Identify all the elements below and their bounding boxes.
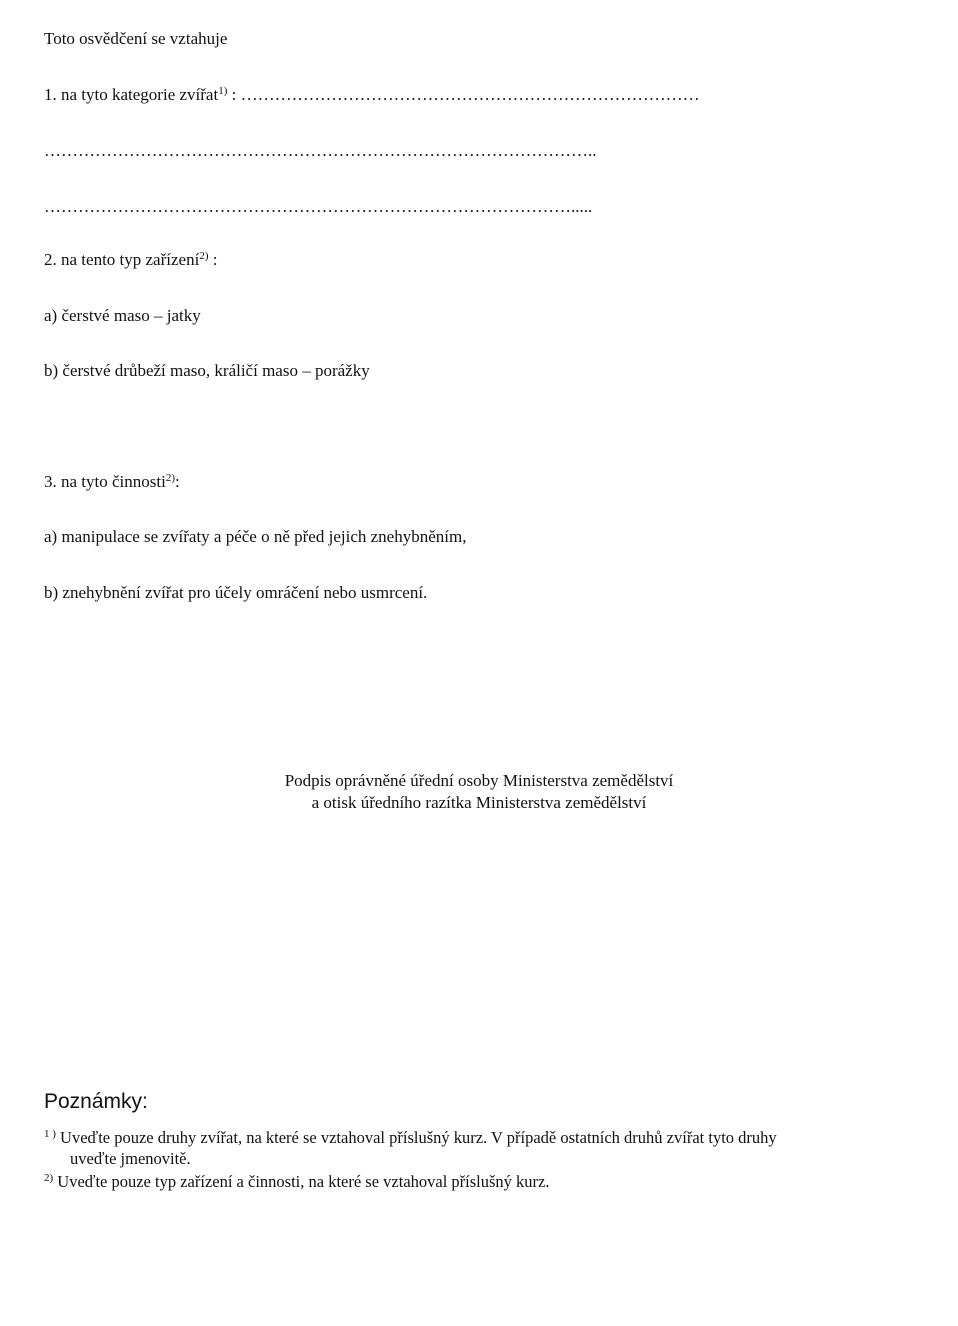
item3-line (44, 472, 180, 492)
item3-option-b: b) znehybnění zvířat pro účely omráčení nebo usmrcení. (44, 583, 428, 602)
item1-label: 1. na tyto kategorie zvířat (44, 85, 219, 104)
item2-option-a: a) čerstvé maso – jatky (44, 306, 201, 325)
item1-footnote-ref: 1) (218, 85, 228, 97)
item2-colon: : (208, 250, 218, 269)
item3-footnote-ref: 2) (165, 472, 175, 484)
item1-colon: : (227, 85, 241, 104)
item3-label: 3. na tyto činnosti (44, 472, 166, 491)
item3-option-a: a) manipulace se zvířaty a péče o ně před jejich znehybněním, (44, 527, 467, 546)
item2-label: 2. na tento typ zařízení (44, 250, 200, 269)
item1-dotted-fill-1: ……………………………………………………………………… (240, 85, 700, 104)
note-2-marker: 2) (44, 1172, 54, 1184)
item3-colon: : (175, 472, 180, 491)
note-1-continuation: uveďte jmenovitě. (70, 1149, 191, 1168)
signature-line-2: a otisk úředního razítka Ministerstva zemědělství (311, 793, 647, 812)
note-1-text: Uveďte pouze druhy zvířat, na které se vztahoval příslušný kurz. V případě ostatních druhů zvířat tyto druhy (55, 1128, 777, 1147)
signature-line-1: Podpis oprávněné úřední osoby Ministerstva zemědělství (284, 771, 674, 790)
note-1-marker: 1 ) (44, 1128, 56, 1140)
note-2-text: Uveďte pouze typ zařízení a činnosti, na které se vztahoval příslušný kurz. (53, 1172, 550, 1191)
note-2 (44, 1171, 914, 1192)
item1-dotted-fill-2: …………………………………………………………………………………….. (44, 141, 597, 160)
intro-text: Toto osvědčení se vztahuje (44, 29, 228, 48)
item1-dotted-fill-3: …………………………………………………………………………………..... (44, 197, 593, 216)
item2-option-b: b) čerstvé drůbeží maso, králičí maso – porážky (44, 361, 370, 380)
notes-heading: Poznámky: (44, 1090, 148, 1113)
item2-footnote-ref: 2) (199, 250, 209, 262)
item1-line (44, 85, 700, 105)
item2-line (44, 250, 217, 270)
note-1 (44, 1127, 914, 1169)
